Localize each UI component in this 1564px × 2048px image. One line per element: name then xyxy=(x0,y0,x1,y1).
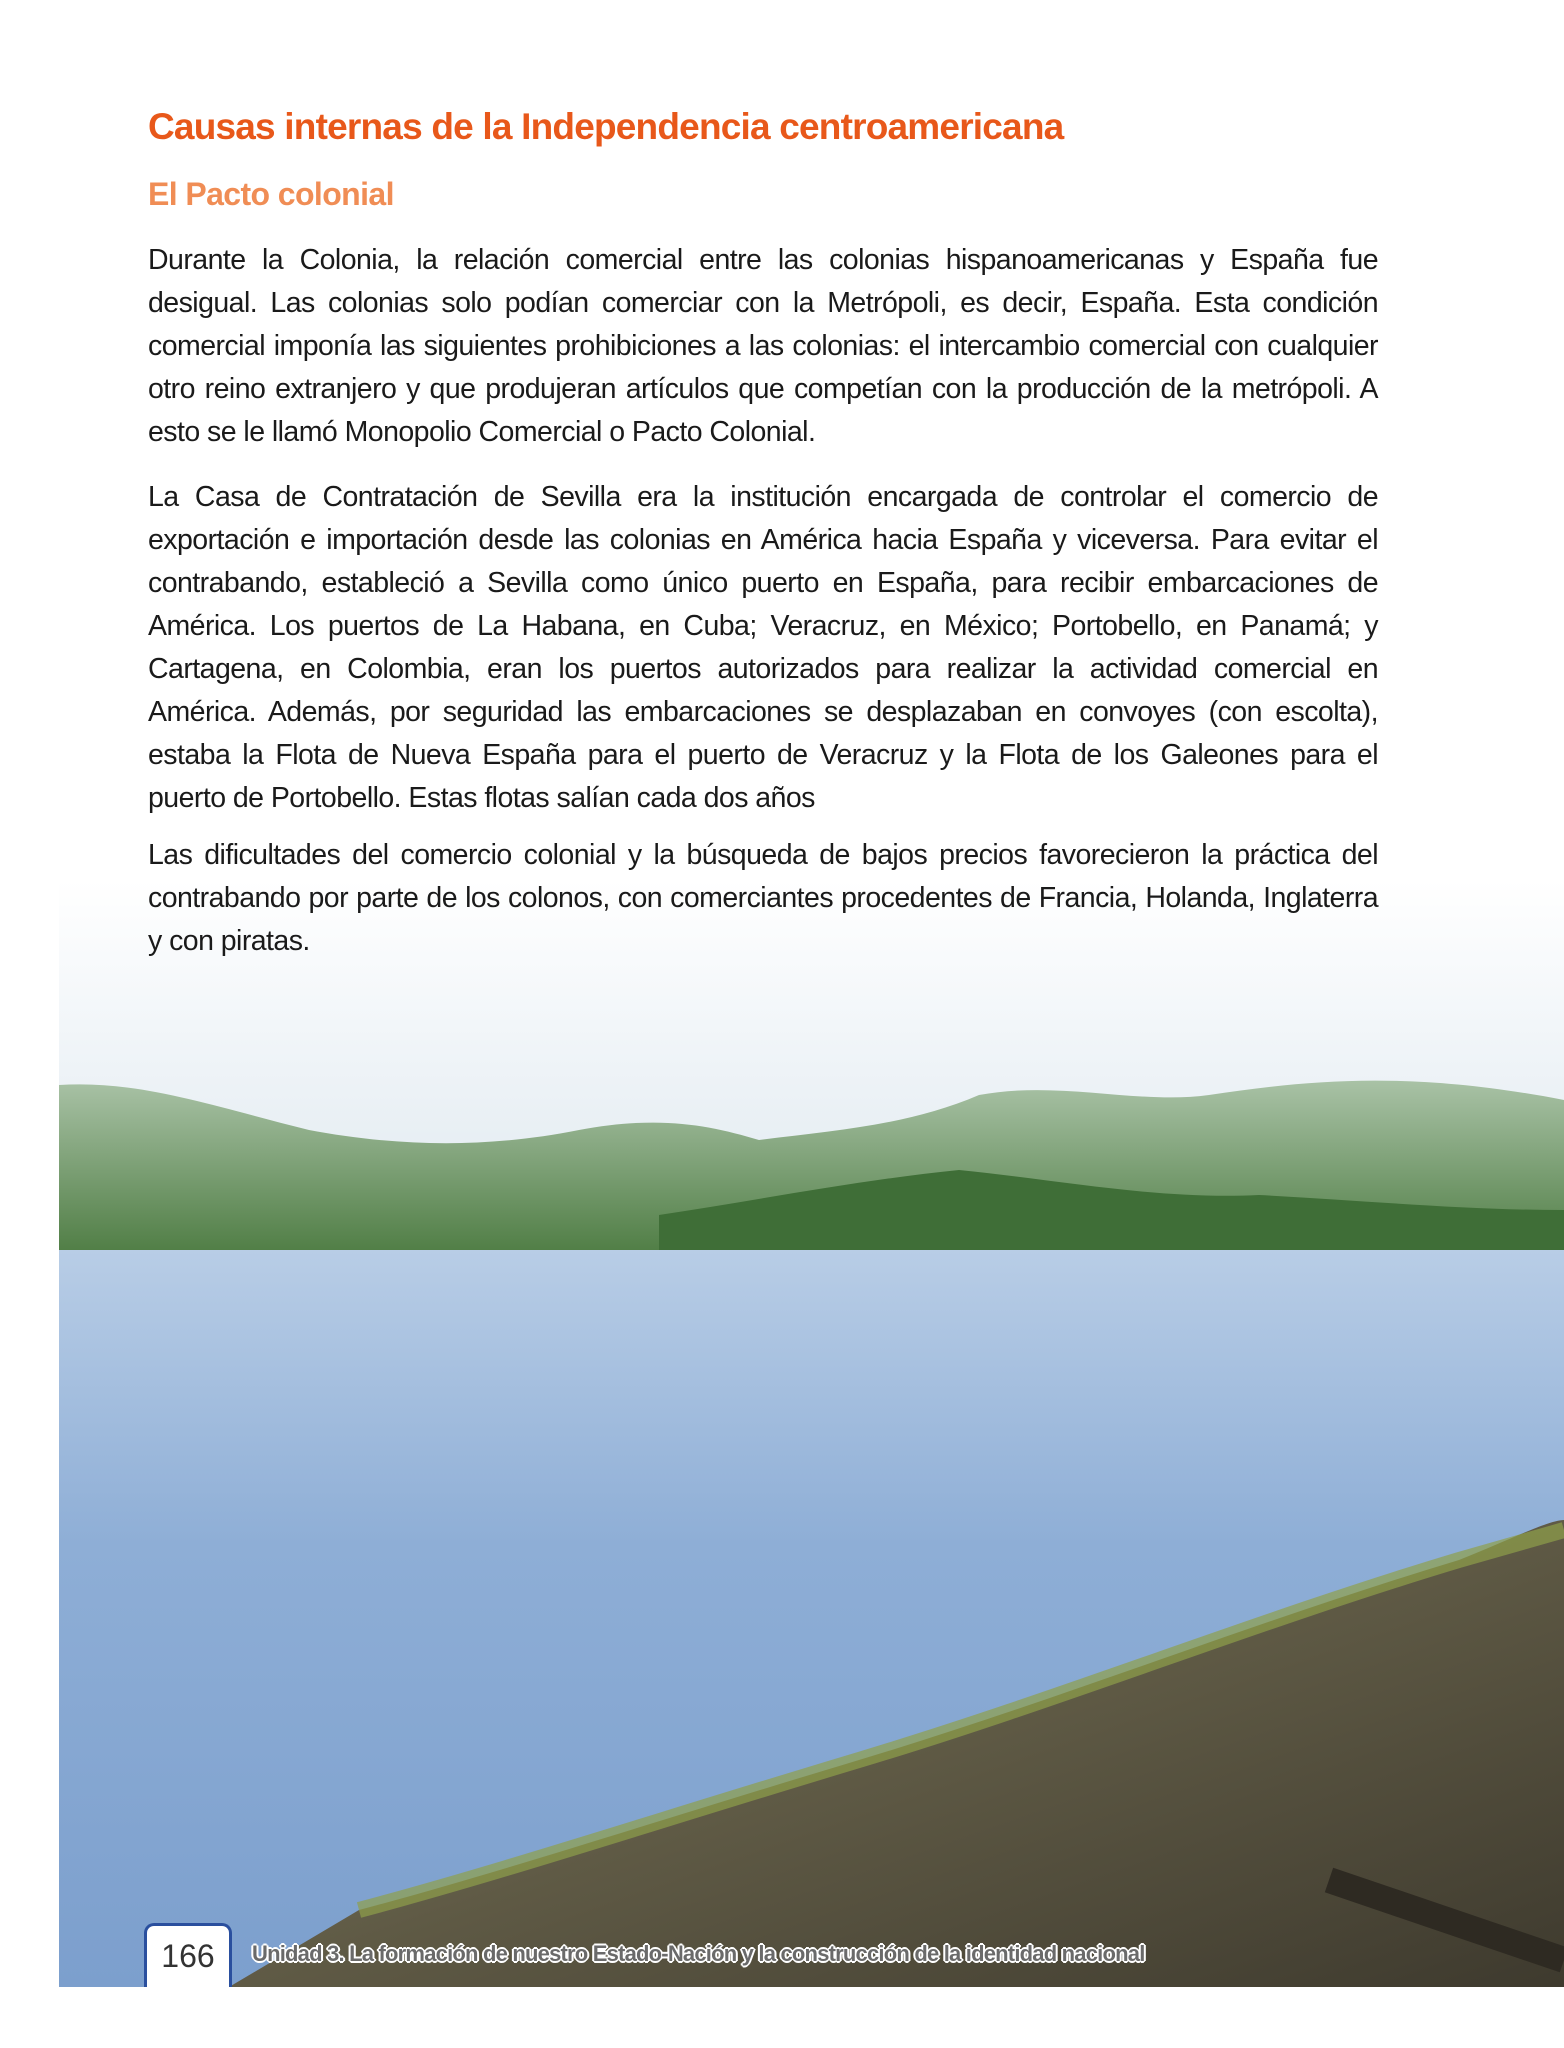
page-number: 166 xyxy=(144,1923,232,1987)
bay-fortress-illustration xyxy=(59,880,1564,1987)
page-title: Causas internas de la Independencia centroamericana xyxy=(148,106,1064,147)
paragraph: La Casa de Contratación de Sevilla era la institución encargada de controlar el comercio de exportación e importación desde las colonias en América hacia España y viceversa. Para evitar el contrabando, estableció a Sevilla como único puerto en España, para recibir embarcaciones de América. Los puertos de La Habana, en Cuba; Veracruz, en México; Portobello, en Panamá; y Cartagena, en Colombia, eran los puertos autorizados para realizar la actividad comercial en América. Además, por seguridad las embarcaciones se desplazaban en convoyes (con escolta), estaba la Flota de Nueva España para el puerto de Veracruz y la Flota de los Galeones para el puerto de Portobello. Estas flotas salían cada dos años xyxy=(148,481,1378,814)
section-subtitle: El Pacto colonial xyxy=(148,176,394,212)
article xyxy=(148,106,1378,963)
paragraph: Durante la Colonia, la relación comercial entre las colonias hispanoamericanas y España fue desigual. Las colonias solo podían comerciar con la Metrópoli, es decir, España. Esta condición comercial imponía las siguientes prohibiciones a las colonias: el intercambio comercial con cualquier otro reino extranjero y que produjeran artículos que competían con la producción de la metrópoli. A esto se le llamó Monopolio Comercial o Pacto Colonial. xyxy=(148,244,1378,448)
footer-unit-title: Unidad 3. La formación de nuestro Estado-Nación y la construcción de la identidad nacional xyxy=(252,1941,1145,1966)
paragraph: Las dificultades del comercio colonial y la búsqueda de bajos precios favorecieron la práctica del contrabando por parte de los colonos, con comerciantes procedentes de Francia, Holanda, Inglaterra y con piratas. xyxy=(148,839,1378,957)
landscape-photo xyxy=(59,880,1564,1987)
